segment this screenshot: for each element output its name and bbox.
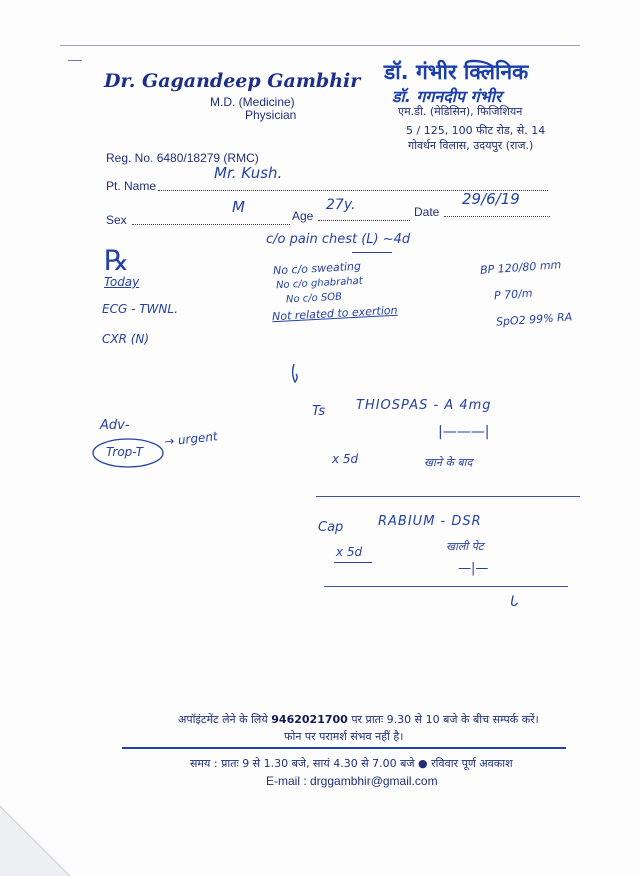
appointment-suffix: पर प्रातः 9.30 से 10 बजे के बीच सम्पर्क करें।: [351, 713, 539, 726]
date-value: 29/6/19: [462, 190, 520, 208]
advice-note: → urgent: [163, 429, 219, 449]
med1-duration: x 5d: [332, 452, 359, 466]
med2-name: RABIUM - DSR: [378, 514, 482, 529]
negative-3: No c/o SOB: [285, 291, 343, 306]
med2-dose: —|—: [458, 561, 489, 576]
med2-instruction: खाली पेट: [446, 540, 484, 553]
age-value: 27y.: [326, 197, 356, 213]
date-label: Date: [414, 205, 440, 219]
med2-rule: [324, 586, 568, 587]
vital-bp: BP 120/80 mm: [479, 258, 562, 277]
appointment-prefix: अपॉइंटमेंट लेने के लिये: [178, 713, 268, 726]
sex-line: [132, 224, 290, 225]
med1-dose: |———|: [438, 424, 490, 440]
footer-rule: [122, 747, 566, 749]
doctor-name-hi: डॉ. गगनदीप गंभीर: [392, 87, 502, 106]
appointment-line: [178, 712, 539, 727]
age-line: [318, 220, 410, 221]
med2-form: Cap: [318, 520, 344, 535]
address-line2: गोवर्धन विलास, उदयपुर (राज.): [408, 139, 534, 152]
ecg-note: ECG - TWNL.: [102, 302, 178, 316]
med1-instruction: खाने के बाद: [424, 456, 473, 469]
vital-pulse: P 70/m: [493, 286, 533, 303]
negative-1: No c/o sweating: [272, 259, 362, 278]
degree-en: M.D. (Medicine): [210, 95, 295, 109]
advice-circle-icon: [90, 436, 166, 470]
no-phone-consult: फोन पर परामर्श संभव नहीं है।: [284, 730, 404, 743]
complaint-underline: [352, 252, 392, 253]
clinic-timing: समय : प्रातः 9 से 1.30 बजे, सायं 4.30 से 7.00 बजे ● रविवार पूर्ण अवकाश: [190, 757, 513, 770]
med1-rule: [316, 496, 580, 497]
age-label: Age: [292, 209, 314, 223]
clinic-name-hi: डॉ. गंभीर क्लिनिक: [384, 60, 529, 84]
med2-duration-underline: [334, 562, 372, 563]
negative-4: Not related to exertion: [271, 303, 398, 324]
phone-number: 9462021700: [271, 713, 348, 726]
rx-symbol: ℞: [104, 244, 130, 277]
top-mark: [68, 60, 82, 61]
degree-hi: एम.डी. (मेडिसिन), फिजिशियन: [398, 105, 523, 118]
registration-number: Reg. No. 6480/18279 (RMC): [106, 151, 259, 165]
date-line: [444, 216, 550, 217]
pt-name-label: Pt. Name: [106, 179, 157, 193]
address-line1: 5 / 125, 100 फीट रोड, से. 14: [406, 124, 546, 137]
cxr-note: CXR (N): [102, 332, 150, 346]
page-fold-shadow: [0, 796, 80, 876]
role-en: Physician: [245, 108, 297, 122]
sex-label: Sex: [106, 213, 127, 227]
advice-label: Adv-: [100, 418, 130, 433]
complaint-note: c/o pain chest (L) ~4d: [266, 232, 411, 247]
doctor-name-en: Dr. Gagandeep Gambhir: [104, 70, 361, 92]
closing-mark: ᒐ: [510, 594, 519, 610]
med2-duration: x 5d: [336, 545, 363, 559]
negative-2: No c/o ghabrahat: [275, 275, 363, 292]
med1-name: THIOSPAS - A 4mg: [356, 398, 492, 413]
pt-name-value: Mr. Kush.: [214, 164, 283, 182]
rx-mark-icon: [288, 362, 304, 386]
clinic-email: E-mail : drggambhir@gmail.com: [266, 774, 438, 788]
top-rule: [60, 45, 580, 46]
vital-spo2: SpO2 99% RA: [495, 310, 573, 329]
advice-test: Trop-T: [106, 445, 144, 459]
med1-form: Ts: [312, 404, 326, 419]
today-note: Today: [104, 275, 140, 289]
sex-value: M: [232, 198, 245, 216]
